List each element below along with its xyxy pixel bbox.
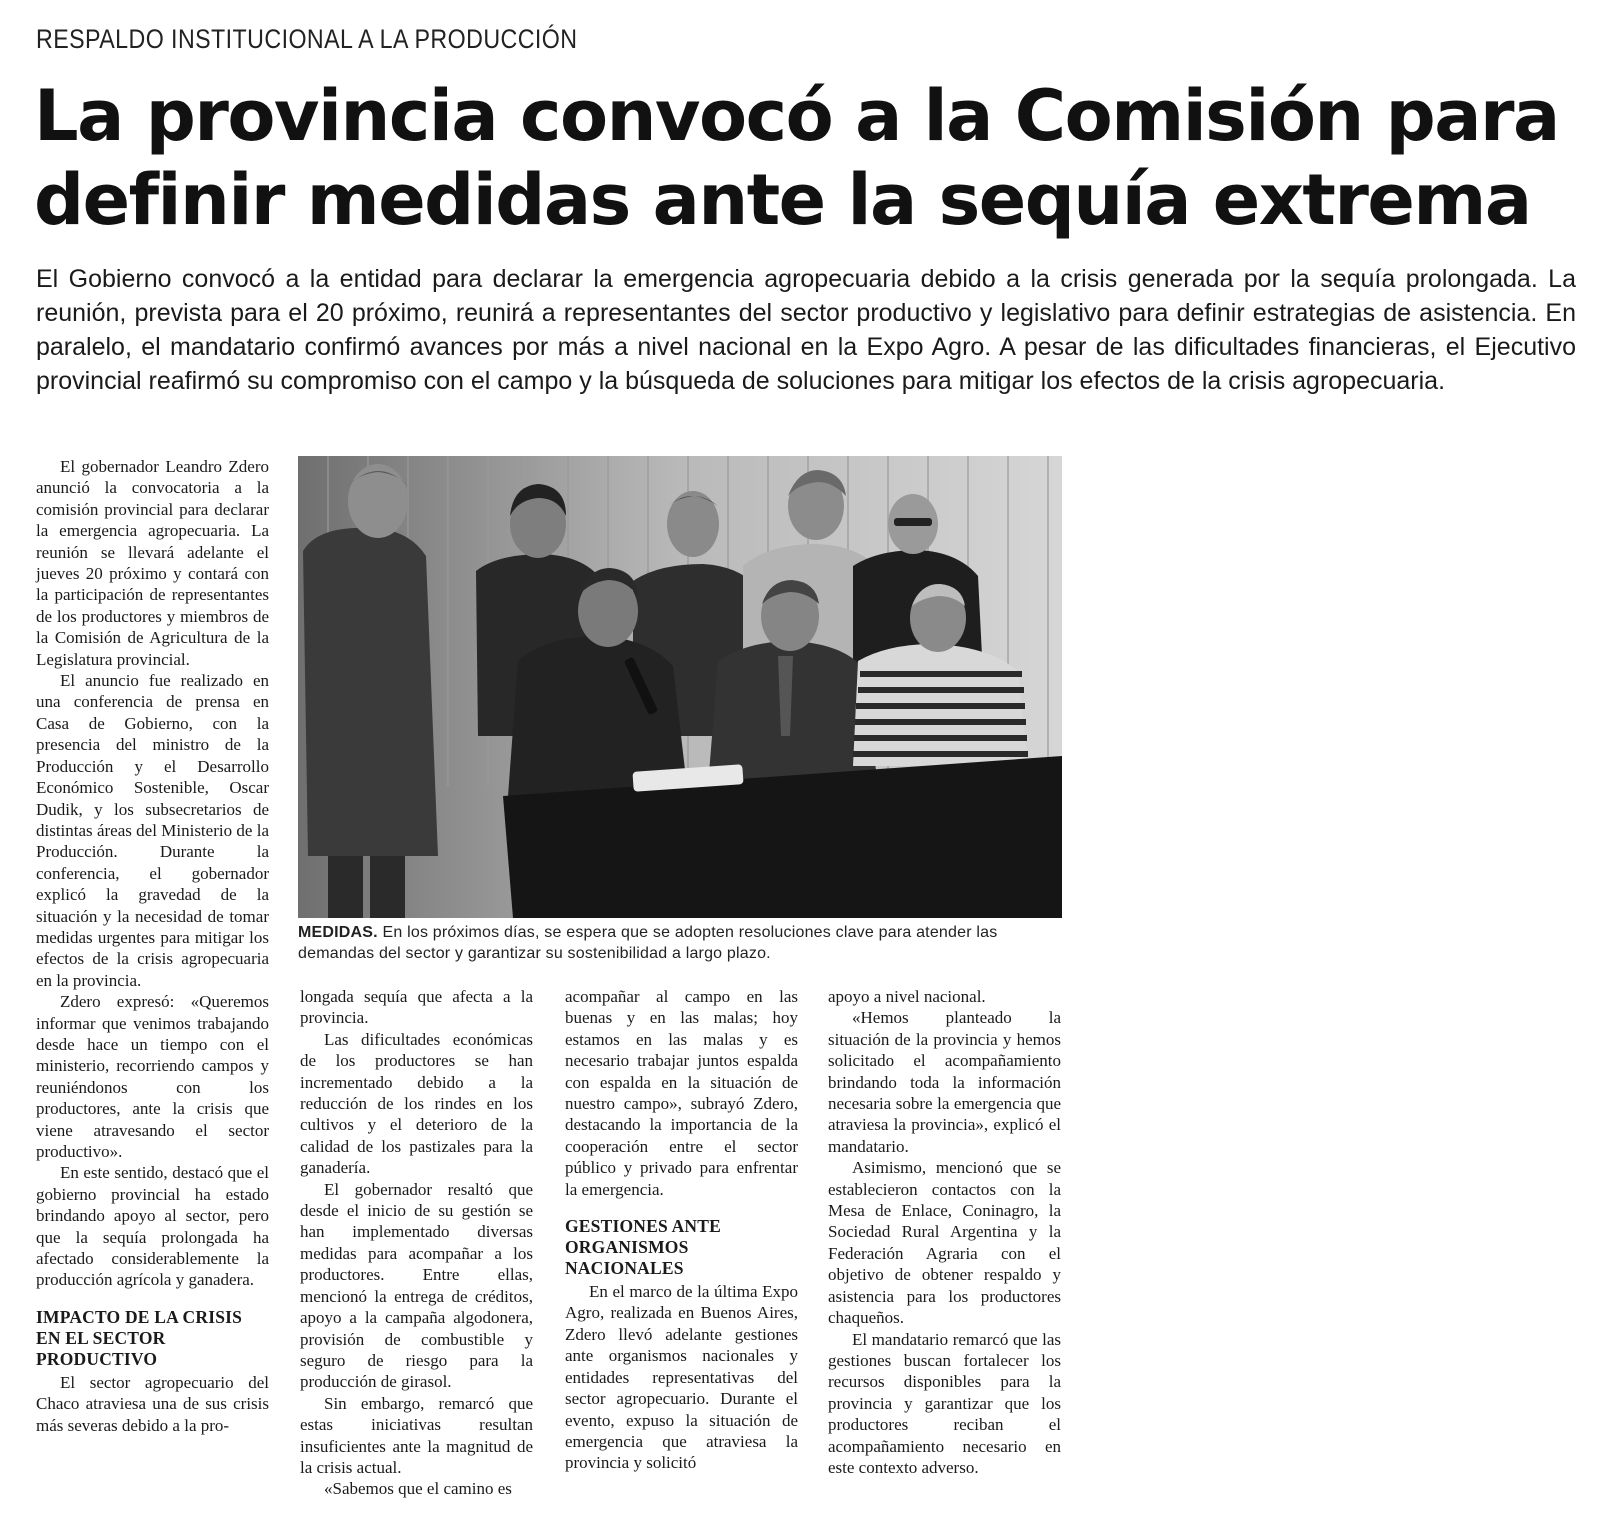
section-kicker: RESPALDO INSTITUCIONAL A LA PRODUCCIÓN [36,24,578,54]
paragraph: Zdero expresó: «Queremos informar que venimos trabajando desde hace un tiempo con el ministerio, recorriendo campos y reuniéndonos con los productores, ante la crisis que viene atravesando el sector productivo». [36,992,269,1161]
subheading: GESTIONES ANTE ORGANISMOS NACIONALES [565,1216,721,1279]
paragraph: El sector agropecuario del Chaco atraviesa una de sus crisis más severas debido a la pro- [36,1372,269,1435]
caption-text: En los próximos días, se espera que se adopten resoluciones clave para atender las demandas del sector y garantizar su sostenibilidad a largo plazo. [298,924,998,962]
article-column-3 [565,986,798,1474]
paragraph: El anuncio fue realizado en una conferencia de prensa en Casa de Gobierno, con la presencia del ministro de la Producción y el Desarrollo Económico Sostenible, Oscar Dudik, y los subsecretarios de distintas áreas del Ministerio de la Producción. Durante la conferencia, el gobernador explicó la gravedad de la situación y la necesidad de tomar medidas urgentes para mitigar los efectos de la crisis agropecuaria en la provincia. [36,671,269,990]
article-column-2 [300,986,533,1500]
paragraph: «Hemos planteado la situación de la provincia y hemos solicitado el acompañamiento brindando toda la información necesaria sobre la emergencia que atraviesa la provincia», explicó el mandatario. [828,1008,1061,1156]
paragraph: Sin embargo, remarcó que estas iniciativas resultan insuficientes ante la magnitud de la crisis actual. [300,1393,533,1477]
caption-lead: MEDIDAS. [298,924,378,941]
headline-line-2: definir medidas ante la sequía extrema [34,159,1531,241]
paragraph: Asimismo, mencionó que se establecieron contactos con la Mesa de Enlace, Coninagro, la Sociedad Rural Argentina y la Federación Agraria con el objetivo de obtener respaldo y asistencia para los productores chaqueños. [828,1158,1061,1328]
subheading: IMPACTO DE LA CRISIS EN EL SECTOR PRODUCTIVO [36,1306,243,1369]
headline [34,74,1594,242]
paragraph: En el marco de la última Expo Agro, realizada en Buenos Aires, Zdero llevó adelante gestiones ante organismos nacionales y entidades representativas del sector agropecuario. Durante el evento, expuso la situación de emergencia que atraviesa la provincia y solicitó [565,1282,798,1473]
paragraph: «Sabemos que el camino es [324,1479,512,1499]
press-conference-photo [298,456,1062,918]
article-column-4 [828,986,1061,1478]
paragraph: acompañar al campo en las buenas y en las malas; hoy estamos en las malas y es necesario trabajar juntos espalda con espalda en la situación de nuestro campo», subrayó Zdero, destacando la importancia de la cooperación entre el sector público y privado para enfrentar la emergencia. [565,987,798,1199]
paragraph: El mandatario remarcó que las gestiones buscan fortalecer los recursos disponibles para la provincia y garantizar que los productores reciban el acompañamiento necesario en este contexto adverso. [828,1329,1061,1477]
paragraph: longada sequía que afecta a la provincia. [300,987,533,1028]
paragraph: El gobernador Leandro Zdero anunció la convocatoria a la comisión provincial para declarar la emergencia agropecuaria. La reunión se llevará adelante el jueves 20 próximo y contará con la participación de representantes de los productores y miembros de la Comisión de Agricultura de la Legislatura provincial. [36,457,269,669]
article-column-1 [36,456,269,1436]
paragraph: apoyo a nivel nacional. [828,987,986,1006]
paragraph: Las dificultades económicas de los productores se han incrementado debido a la reducción de los rindes en los cultivos y el deterioro de la calidad de los pastizales para la ganadería. [300,1029,533,1178]
article-summary: El Gobierno convocó a la entidad para declarar la emergencia agropecuaria debido a la crisis generada por la sequía prolongada. La reunión, prevista para el 20 próximo, reunirá a representantes del sector productivo y legislativo para definir estrategias de asistencia. En paralelo, el mandatario confirmó avances por más a nivel nacional en la Expo Agro. A pesar de las dificultades financieras, el Ejecutivo provincial reafirmó su compromiso con el campo y la búsqueda de soluciones para mitigar los efectos de la crisis agropecuaria. [36,265,1576,395]
paragraph: En este sentido, destacó que el gobierno provincial ha estado brindando apoyo al sector, pero que la sequía prolongada ha afectado considerablemente la producción agrícola y ganadera. [36,1163,269,1290]
headline-line-1: La provincia convocó a la Comisión para [34,75,1559,157]
paragraph: El gobernador resaltó que desde el inicio de su gestión se han implementado diversas medidas para acompañar a los productores. Entre ellas, mencionó la entrega de créditos, apoyo a la campaña algodonera, provisión de combustible y seguro de riesgo para la producción de girasol. [300,1179,533,1392]
photo-illustration [298,456,1062,918]
photo-caption [298,922,1062,964]
